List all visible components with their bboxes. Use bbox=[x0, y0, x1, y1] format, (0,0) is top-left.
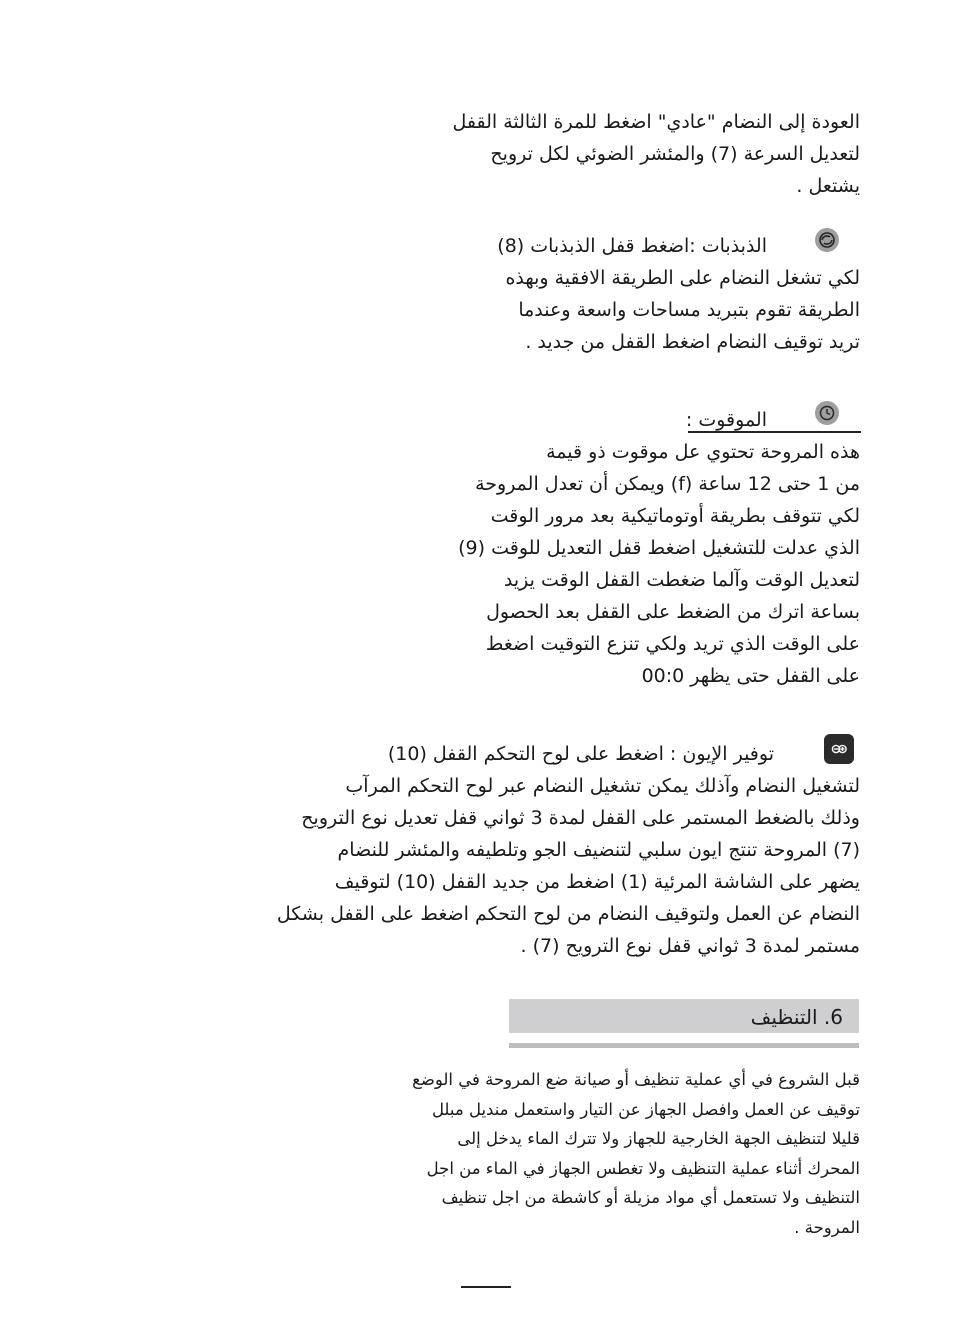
section-rule bbox=[509, 1043, 859, 1048]
swing-line: لكي تشغل النضام على الطريقة الافقية وبهذه bbox=[505, 267, 860, 289]
ion-line: مستمر لمدة 3 ثواني قفل نوع الترويح (7) . bbox=[520, 935, 860, 957]
ion-line: (7) المروحة تنتج ايون سلبي لتنضيف الجو وتلطيفه والمئشر للنضام bbox=[337, 839, 860, 861]
cleaning-line: التنظيف ولا تستعمل أي مواد مزيلة أو كاشطة من اجل تنظيف bbox=[441, 1188, 860, 1207]
swing-line: الطريقة تقوم بتبريد مساحات واسعة وعندما bbox=[518, 299, 860, 321]
section-title: 6. التنظيف bbox=[750, 1005, 843, 1029]
ion-line: يضهر على الشاشة المرئية (1) اضغط من جديد القفل (10) لتوقيف bbox=[334, 871, 860, 893]
timer-line: هذه المروحة تحتوي عل موقوت ذو قيمة bbox=[546, 441, 860, 463]
cleaning-line: قليلا لتنظيف الجهة الخارجية للجهاز ولا تترك الماء يدخل إلى bbox=[457, 1129, 860, 1148]
cleaning-line: توقيف عن العمل وافصل الجهاز عن التيار واستعمل منديل مبلل bbox=[431, 1099, 860, 1119]
ion-heading: توفير الإيون : اضغط على لوح التحكم القفل (10) bbox=[387, 743, 774, 765]
ion-section bbox=[277, 738, 860, 962]
cleaning-section bbox=[412, 1065, 860, 1242]
ion-line: لتشغيل النضام وآذلك يمكن تشغيل النضام عبر لوح التحكم المرآب bbox=[345, 775, 860, 797]
timer-line: على القفل حتى يظهر 00:0 bbox=[641, 665, 860, 687]
ion-line: النضام عن العمل ولتوقيف النضام من لوح التحكم اضغط على القفل بشكل bbox=[276, 903, 860, 925]
intro-paragraph bbox=[452, 106, 860, 202]
timer-line: لتعديل الوقت وآلما ضغطت القفل الوقت يزيد bbox=[503, 569, 860, 591]
timer-section bbox=[458, 404, 860, 692]
intro-line: يشتعل . bbox=[796, 175, 860, 197]
cleaning-line: المروحة . bbox=[794, 1217, 860, 1237]
timer-heading: الموقوت : bbox=[685, 409, 767, 431]
timer-line: من 1 حتى 12 ساعة (f) ويمكن أن تعدل المروحة bbox=[475, 473, 860, 495]
timer-line: على الوقت الذي تريد ولكي تنزع التوقيت اضغط bbox=[485, 633, 860, 655]
intro-line: العودة إلى النضام "عادي" اضغط للمرة الثالثة القفل bbox=[452, 111, 860, 133]
cleaning-line: قبل الشروع في أي عملية تنظيف أو صيانة ضع المروحة في الوضع bbox=[412, 1070, 860, 1089]
page-footer-rule bbox=[461, 1286, 511, 1288]
ion-line: وذلك بالضغط المستمر على القفل لمدة 3 ثواني قفل تعديل نوع الترويح bbox=[301, 807, 860, 829]
swing-heading: الذبذبات :اضغط قفل الذبذبات (8) bbox=[497, 235, 767, 257]
timer-line: لكي تتوقف بطريقة أوتوماتيكية بعد مرور الوقت bbox=[490, 505, 860, 527]
swing-section bbox=[497, 230, 860, 358]
timer-line: بساعة اترك من الضغط على القفل بعد الحصول bbox=[486, 601, 860, 623]
cleaning-line: المحرك أثناء عملية التنظيف ولا تغطس الجهاز في الماء من اجل bbox=[426, 1158, 860, 1178]
intro-line: لتعديل السرعة (7) والمئشر الضوئي لكل ترويح bbox=[490, 143, 860, 165]
section-heading-bar bbox=[509, 999, 859, 1033]
timer-line: الذي عدلت للتشغيل اضغط قفل التعديل للوقت (9) bbox=[458, 537, 860, 559]
swing-line: تريد توقيف النضام اضغط القفل من جديد . bbox=[525, 331, 860, 353]
